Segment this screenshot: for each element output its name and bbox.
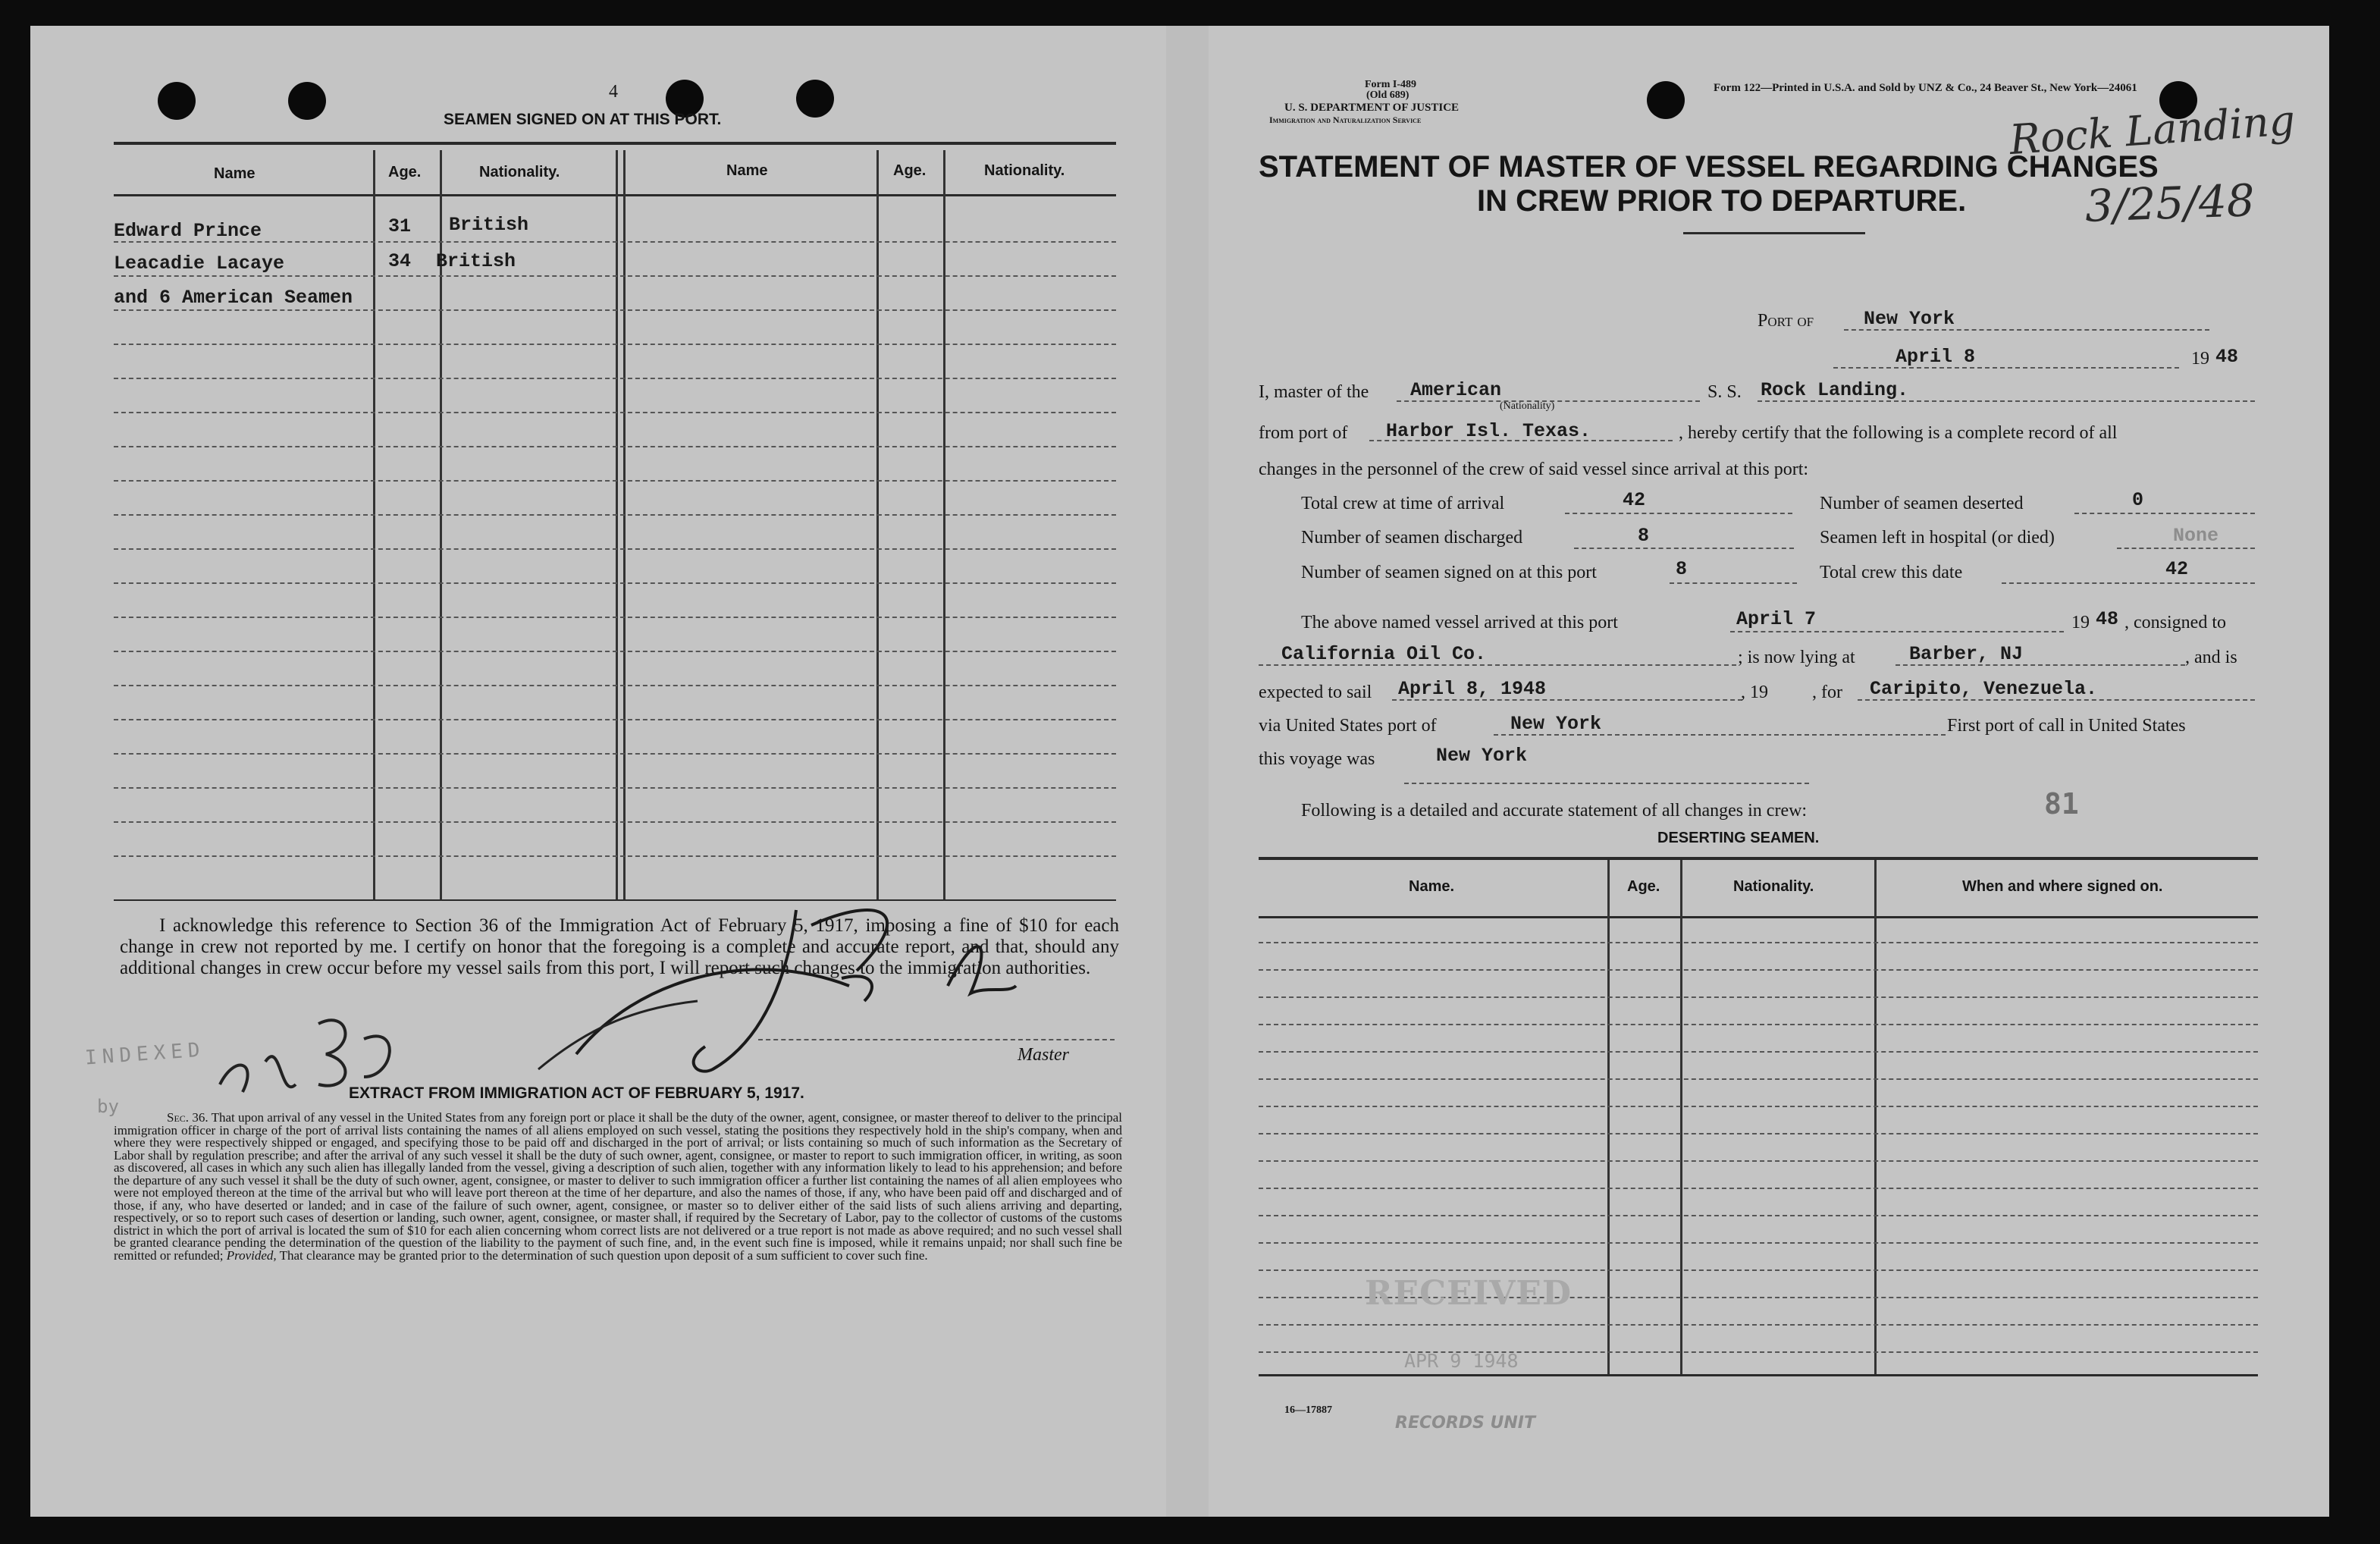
signed-on-line: [1670, 582, 1797, 584]
signed-on-value[interactable]: 8: [1676, 558, 1688, 580]
table-row-age: 34: [388, 250, 412, 272]
row-rule: [114, 651, 1116, 652]
arrived-line: [1730, 631, 2064, 632]
hospital-line: [2117, 548, 2255, 549]
extract-text: [114, 1112, 1122, 1262]
vessel-line: [1758, 400, 2255, 402]
deserting-row-rule: [1259, 942, 2258, 943]
total-crew-date-value[interactable]: 42: [2165, 558, 2189, 580]
deserted-label: Number of seamen deserted: [1820, 494, 2024, 513]
extract-title: EXTRACT FROM IMMIGRATION ACT OF FEBRUARY 5, 1917.: [349, 1084, 804, 1102]
deserting-table-bottom: [1259, 1374, 2258, 1376]
year-value[interactable]: 48: [2215, 346, 2239, 368]
col-header-nationality: Nationality.: [479, 164, 560, 180]
master-of-the-label: I, master of the: [1259, 382, 1369, 402]
section-end: That clearance may be granted prior to the determination of such question upon deposit of a sum sufficient to cover such fine.: [279, 1247, 928, 1263]
deserting-row-rule: [1259, 1051, 2258, 1053]
table-row-name: and 6 American Seamen: [114, 287, 353, 309]
via-value[interactable]: New York: [1510, 713, 1602, 735]
deserting-col-signed-on: When and where signed on.: [1962, 878, 2163, 895]
row-rule: [114, 753, 1116, 755]
arrived-date[interactable]: April 7: [1736, 608, 1817, 630]
for-label: , for: [1812, 683, 1842, 702]
destination-line: [1858, 699, 2255, 701]
nationality-caption: (Nationality): [1500, 400, 1555, 412]
destination-value[interactable]: Caripito, Venezuela.: [1870, 678, 2098, 700]
lying-label: ; is now lying at: [1738, 648, 1855, 667]
deserting-col-nationality: Nationality.: [1733, 878, 1814, 895]
deserting-row-rule: [1259, 1078, 2258, 1080]
col-header-name: Name: [214, 165, 256, 182]
row-rule: [114, 821, 1116, 823]
punch-hole: [1647, 81, 1685, 119]
records-unit-stamp: RECORDS UNIT: [1395, 1414, 1535, 1433]
deserting-row-rule: [1259, 1242, 2258, 1244]
deserting-table-top: [1259, 857, 2258, 860]
form-code: 16—17887: [1284, 1404, 1332, 1416]
title-rule: [1683, 232, 1865, 234]
deserting-col-age: Age.: [1627, 878, 1660, 895]
deserting-col-divider: [1874, 860, 1877, 1376]
hospital-value[interactable]: None: [2173, 525, 2219, 547]
via-line: [1494, 734, 1946, 736]
row-rule: [114, 309, 1116, 311]
printer-note: Form 122—Printed in U.S.A. and Sold by UNZ & Co., 24 Beaver St., New York—24061: [1714, 82, 2137, 94]
port-line: [1844, 329, 2209, 331]
from-port-value[interactable]: Harbor Isl. Texas.: [1386, 420, 1591, 442]
received-date-stamp: APR 9 1948: [1404, 1350, 1519, 1372]
voyage-label: this voyage was: [1259, 749, 1375, 769]
table-row-nationality: British: [449, 214, 529, 236]
total-crew-date-label: Total crew this date: [1820, 563, 1963, 582]
master-signature-line: [758, 1039, 1115, 1040]
port-label: Port of: [1758, 311, 1814, 331]
hospital-label: Seamen left in hospital (or died): [1820, 528, 2055, 548]
punch-hole: [288, 82, 326, 120]
port-value[interactable]: New York: [1864, 308, 1955, 330]
row-rule: [114, 617, 1116, 618]
deserted-value[interactable]: 0: [2132, 489, 2144, 511]
consignee-line: [1259, 664, 1736, 666]
deserting-row-rule: [1259, 1215, 2258, 1216]
left-title: SEAMEN SIGNED ON AT THIS PORT.: [444, 111, 722, 128]
certify-text: , hereby certify that the following is a complete record of all: [1679, 423, 2118, 443]
row-rule: [114, 514, 1116, 516]
row-rule: [114, 548, 1116, 550]
indexed-by-label: by: [97, 1096, 119, 1117]
and-is-label: , and is: [2185, 648, 2237, 667]
year-prefix: 19: [2191, 349, 2209, 369]
row-rule: [114, 480, 1116, 482]
lying-line: [1896, 664, 2185, 666]
row-rule: [114, 582, 1116, 584]
expected-value[interactable]: April 8, 1948: [1398, 678, 1547, 700]
deserting-row-rule: [1259, 1324, 2258, 1326]
deserting-header-rule: [1259, 916, 2258, 918]
master-signature: [523, 880, 1054, 1092]
handwritten-vessel-name: Rock Landing: [2008, 96, 2297, 165]
header-rule: [114, 194, 1116, 196]
consignee-value[interactable]: California Oil Co.: [1281, 643, 1487, 665]
voyage-line: [1404, 783, 1809, 784]
page-fold: [1166, 26, 1209, 1517]
number-stamp: 81: [2044, 787, 2079, 821]
row-rule: [114, 855, 1116, 857]
col-header-nationality-2: Nationality.: [984, 162, 1065, 179]
expected-line: [1392, 699, 1742, 701]
table-top-rule: [114, 142, 1116, 145]
row-rule: [114, 787, 1116, 789]
indexed-stamp: INDEXED: [84, 1038, 206, 1070]
deserting-row-rule: [1259, 1269, 2258, 1271]
arrived-year-prefix: 19: [2071, 613, 2090, 632]
date-value[interactable]: April 8: [1896, 346, 1976, 368]
signed-on-label: Number of seamen signed on at this port: [1301, 563, 1597, 582]
department-name: U. S. DEPARTMENT OF JUSTICE: [1284, 102, 1460, 114]
deserting-col-name: Name.: [1409, 878, 1455, 895]
row-rule: [114, 275, 1116, 277]
discharged-line: [1574, 548, 1794, 549]
form-old-number: (Old 689): [1366, 89, 1409, 101]
from-port-line: [1369, 440, 1673, 441]
ss-label: S. S.: [1707, 382, 1742, 402]
col-header-name-2: Name: [726, 162, 768, 179]
punch-hole: [158, 82, 196, 120]
first-port-label: First port of call in United States: [1947, 716, 2186, 736]
punch-hole: [796, 80, 834, 118]
arrived-year[interactable]: 48: [2096, 608, 2119, 630]
section-label: Sec. 36.: [167, 1110, 209, 1125]
table-row-name: Edward Prince: [114, 220, 262, 242]
deserting-row-rule: [1259, 1106, 2258, 1107]
total-crew-arrival-line: [1565, 513, 1792, 514]
discharged-value[interactable]: 8: [1638, 525, 1650, 547]
deserting-row-rule: [1259, 1188, 2258, 1189]
expected-label: expected to sail: [1259, 683, 1372, 702]
following-text: Following is a detailed and accurate statement of all changes in crew:: [1301, 801, 1808, 821]
deserting-col-divider: [1680, 860, 1682, 1376]
statement-title-line2: IN CREW PRIOR TO DEPARTURE.: [1477, 184, 1967, 218]
row-rule: [114, 378, 1116, 379]
discharged-label: Number of seamen discharged: [1301, 528, 1523, 548]
table-row-nationality: British: [436, 250, 516, 272]
arrived-label: The above named vessel arrived at this port: [1301, 613, 1618, 632]
changes-text: changes in the personnel of the crew of said vessel since arrival at this port:: [1259, 460, 1809, 479]
col-header-age: Age.: [388, 164, 422, 180]
via-label: via United States port of: [1259, 716, 1437, 736]
deserting-row-rule: [1259, 969, 2258, 971]
table-row-age: 31: [388, 215, 412, 237]
row-rule: [114, 241, 1116, 243]
row-rule: [114, 412, 1116, 413]
section-provided: Provided,: [226, 1247, 277, 1263]
consigned-label: , consigned to: [2124, 613, 2226, 632]
date-line: [1833, 367, 2179, 369]
voyage-value[interactable]: New York: [1436, 745, 1528, 767]
service-name: Immigration and Naturalization Service: [1269, 115, 1422, 125]
form-number: Form I-489: [1365, 79, 1417, 90]
total-crew-arrival-label: Total crew at time of arrival: [1301, 494, 1505, 513]
row-rule: [114, 446, 1116, 447]
table-row-name: Leacadie Lacaye: [114, 253, 285, 275]
row-rule: [114, 344, 1116, 345]
handwritten-date: 3/25/48: [2084, 174, 2256, 232]
deserting-row-rule: [1259, 1024, 2258, 1025]
vessel-name[interactable]: Rock Landing.: [1761, 379, 1909, 401]
col-header-age-2: Age.: [893, 162, 927, 179]
deserted-line: [2074, 513, 2255, 514]
nationality-value[interactable]: American: [1410, 379, 1502, 401]
row-rule: [114, 685, 1116, 686]
lying-value[interactable]: Barber, NJ: [1909, 643, 2024, 665]
deserting-row-rule: [1259, 996, 2258, 998]
deserting-row-rule: [1259, 1160, 2258, 1162]
total-crew-arrival-value[interactable]: 42: [1623, 489, 1646, 511]
page-number: 4: [609, 82, 618, 102]
deserting-col-divider: [1607, 860, 1610, 1376]
received-stamp: RECEIVED: [1365, 1274, 1573, 1313]
statement-title-line1: STATEMENT OF MASTER OF VESSEL REGARDING CHANGES: [1259, 150, 2159, 184]
deserting-title: DESERTING SEAMEN.: [1657, 830, 1820, 846]
section-body: That upon arrival of any vessel in the United States from any foreign port or place it shall be the duty of the owner, agent, consignee, or master thereof to deliver to the principal immigration officer in charge of the port of arrival lists containing the names of all aliens employed on such vessel, stating the positions they respectively hold in the ship's company, when and where they were respectively shipped or engaged, and specifying those to be paid off and discharged in the port of arrival; or lists containing so much of such information as the Secretary of Labor shall by regulation prescribe; and after the arrival of any such vessel it shall be the duty of such owner, agent, consignee, or master to report to such immigration officer, in writing, as soon as discovered, all cases in which any such alien has illegally landed from the vessel, giving a description of such alien, together with any information likely to lead to his apprehension; and before the departure of any such vessel it shall be the duty of such owner, agent, consignee, or master to deliver to such immigration officer a further list containing the names of all alien employees who were not employed thereon at the time of the arrival but who will leave port thereon at the time of her departure, and also the names of those, if any, who have been paid off and discharged and of those, if any, who have deserted or landed; and in case of the failure of such owner, agent, consignee, or master so to deliver either of the said lists of such aliens arriving and departing, respectively, or so to report such cases of desertion or landing, such owner, agent, consignee, or master shall, if required by the Secretary of Labor, pay to the collector of customs of the customs district in which the port of arrival is located the sum of $10 for each alien concerning whom correct lists are not delivered or a true report is not made as above required; and no such vessel shall be granted clearance pending the determination of the question of the liability to the payment of such fine, and, in the event such fine is imposed, while it remains unpaid; nor shall such fine be remitted or refunded;: [114, 1110, 1122, 1263]
row-rule: [114, 719, 1116, 720]
from-port-label: from port of: [1259, 423, 1348, 443]
acknowledgement-text: I acknowledge this reference to Section 36 of the Immigration Act of February 5, 1917, imposing a fine of $10 for each change in crew not reported by me. I certify on honor that the foregoing is a complete and accurate report, and that, should any additional changes in crew occur before my vessel sails from this port, I will report such changes to the immigration authorities.: [120, 915, 1119, 978]
total-crew-date-line: [2002, 582, 2255, 584]
expected-19: , 19: [1741, 683, 1768, 702]
deserting-row-rule: [1259, 1133, 2258, 1134]
master-label: Master: [1018, 1045, 1069, 1065]
